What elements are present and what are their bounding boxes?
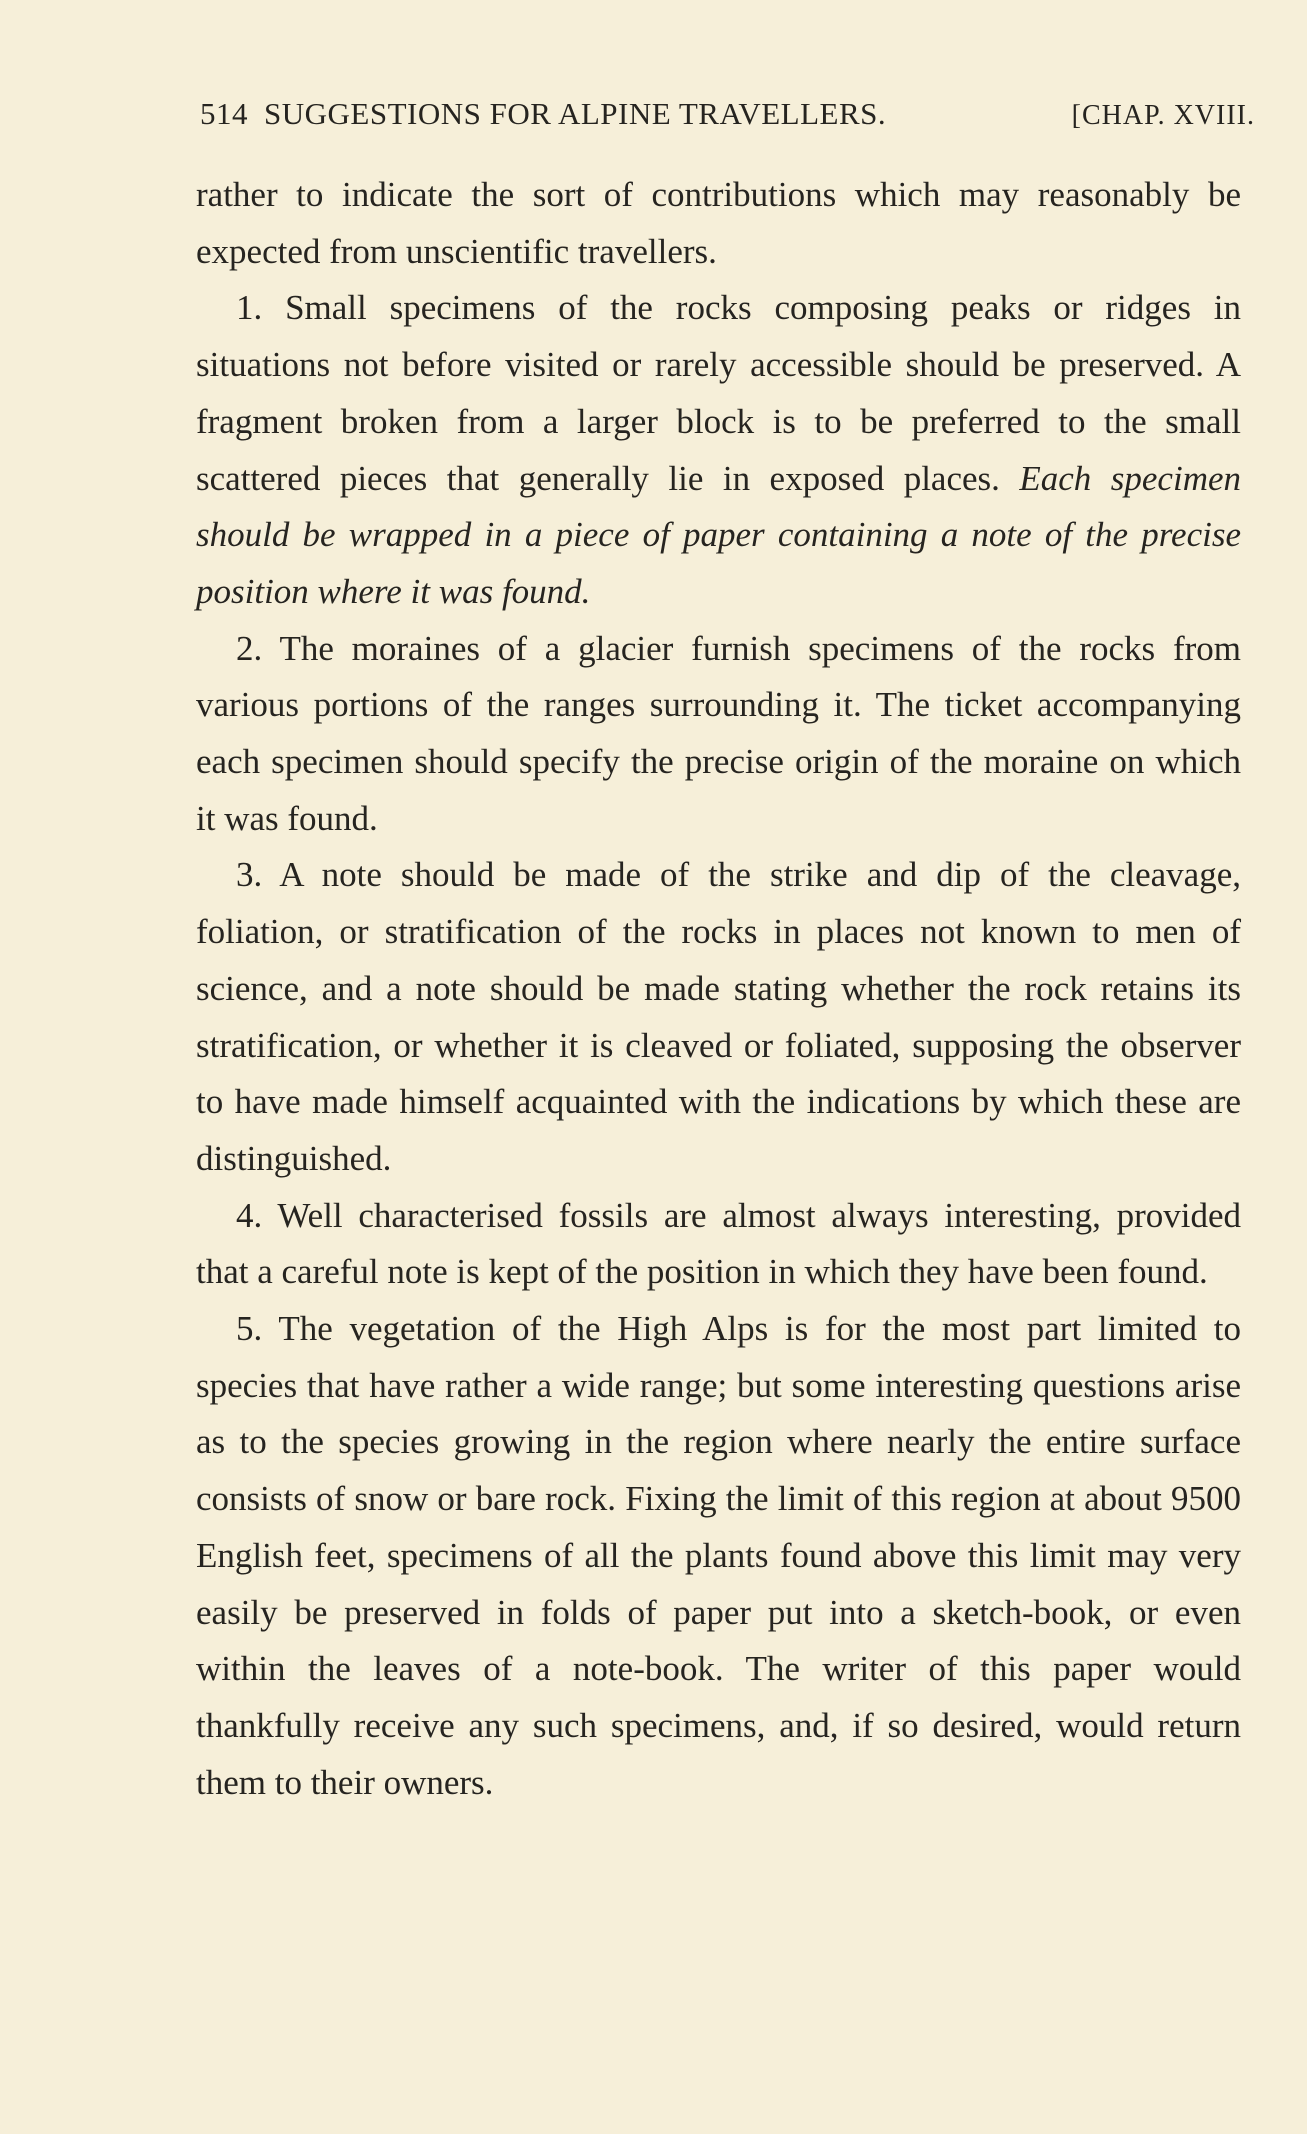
paragraph-item-4 xyxy=(196,1188,1241,1301)
page-header xyxy=(200,96,1255,140)
paragraph-text: rather to indicate the sort of contributions which may reasonably be expected from unscientific travellers. xyxy=(196,175,1241,271)
chapter-label: [CHAP. XVIII. xyxy=(1071,100,1255,131)
running-title: SUGGESTIONS FOR ALPINE TRAVELLERS. xyxy=(264,96,887,131)
page-number: 514 xyxy=(200,96,248,131)
paragraph-text: 1. Small specimens of the rocks composing peaks or ridges in situations not before visited or rarely accessible should be preserved. A fragment broken from a larger block is to be preferred to the small scattered pieces that generally lie in exposed places. xyxy=(196,288,1241,498)
paragraph-text: 5. The vegetation of the High Alps is for the most part limited to species that have rather a wide range; but some interesting questions arise as to the species growing in the region where nearly the entire surface consists of snow or bare rock. Fixing the limit of this region at about 9500 English feet, specimens of all the plants found above this limit may very easily be preserved in folds of paper put into a sketch-book, or even within the leaves of a note-book. The writer of this paper would thankfully receive any such specimens, and, if so desired, would return them to their owners. xyxy=(196,1309,1241,1802)
italic-emphasis-text: Each specimen should be wrapped in a piece of paper containing a note of the precise position where it was found. xyxy=(196,458,1242,611)
paragraph-item-1 xyxy=(196,280,1241,620)
body-text xyxy=(196,167,1241,1811)
paragraph-item-5 xyxy=(196,1301,1241,1811)
paragraph-item-3 xyxy=(196,847,1241,1187)
paragraph-text: 4. Well characterised fossils are almost always interesting, provided that a careful note is kept of the position in which they have been found. xyxy=(196,1195,1241,1292)
paragraph-continuation xyxy=(196,167,1241,280)
paragraph-item-2 xyxy=(196,621,1241,848)
paragraph-text: 2. The moraines of a glacier furnish specimens of the rocks from various portions of the ranges surrounding it. The ticket accompanying each specimen should specify the precise origin of the moraine on which it was found. xyxy=(196,628,1241,838)
paragraph-text: 3. A note should be made of the strike and dip of the cleavage, foliation, or stratification of the rocks in places not known to men of science, and a note should be made stating whether the rock retains its stratification, or whether it is cleaved or foliated, supposing the observer to have made himself acquainted with the indications by which these are distinguished. xyxy=(196,855,1241,1178)
